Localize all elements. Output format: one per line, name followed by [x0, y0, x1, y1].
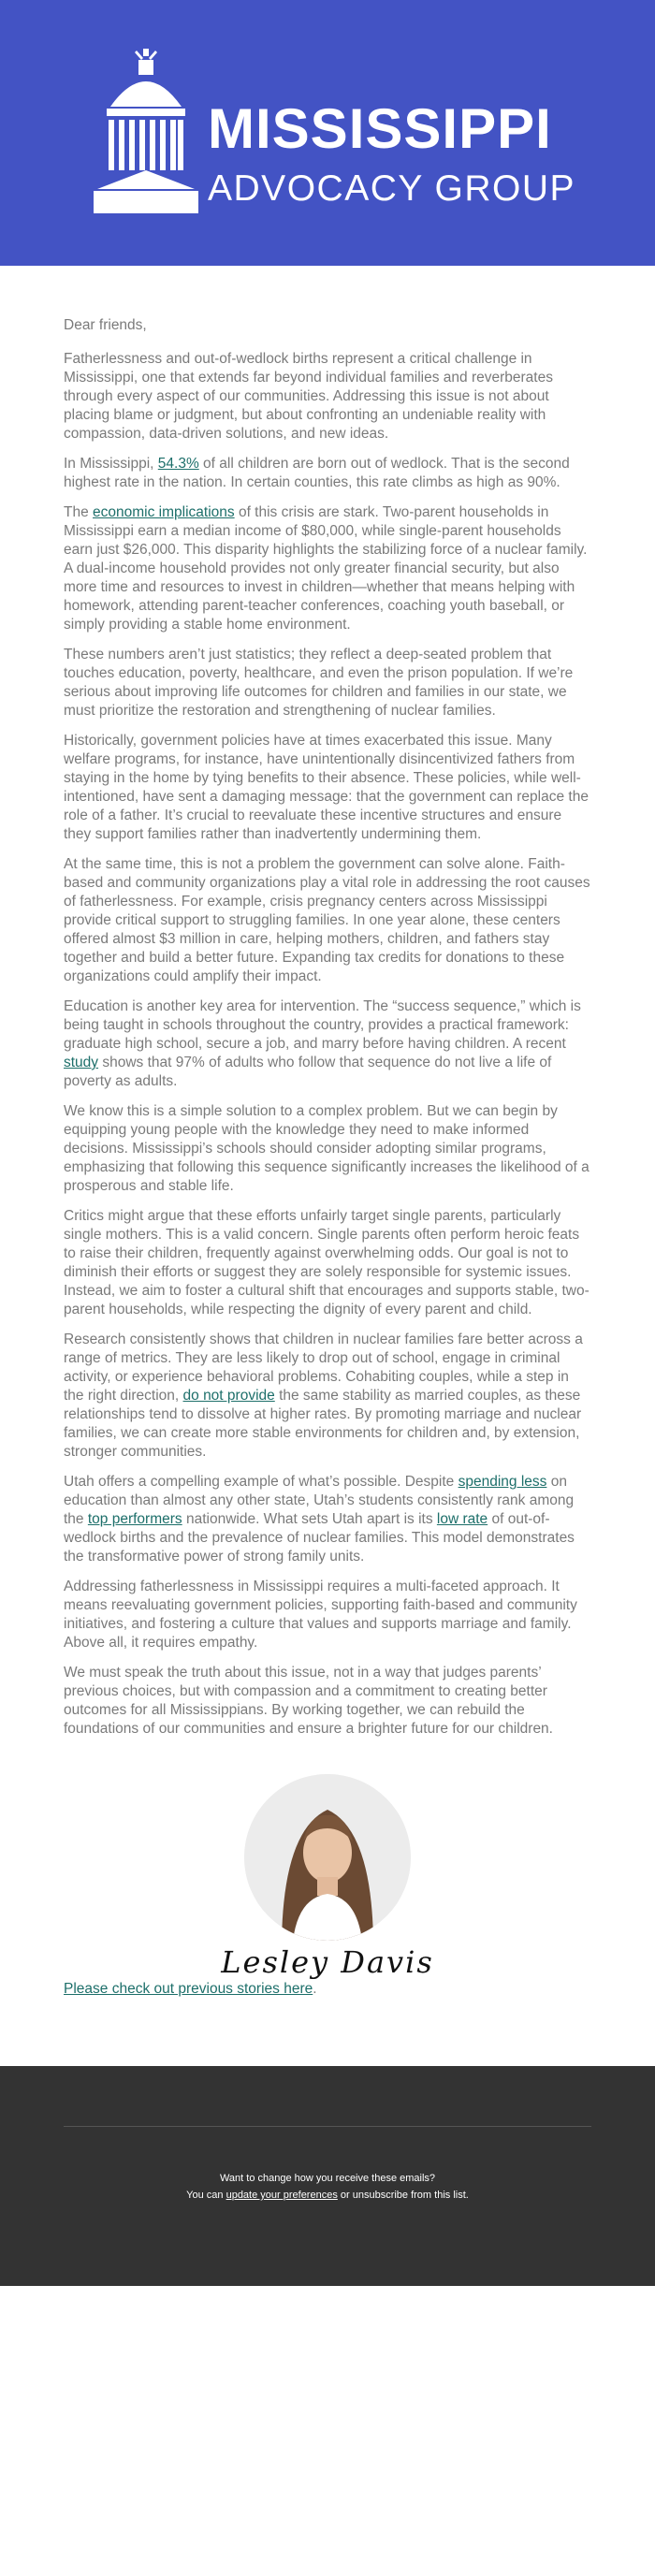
signature: Lesley Davis: [221, 1944, 434, 1980]
paragraph-10: [64, 1331, 591, 1462]
text: .: [313, 1981, 317, 1997]
paragraph-6: At the same time, this is not a problem the government can solve alone. Faith-based and community organizations play a vital role in addressing the root causes of fatherlessness. For example, crisis pregnancy centers across Mississippi provide critical support to struggling families. In one year alone, these centers offered almost $3 million in care, helping mothers, children, and fathers stay together and build a better future. Expanding tax credits for donations to these organizations could amplify their impact.: [64, 856, 590, 984]
paragraph-12: Addressing fatherlessness in Mississippi requires a multi-faceted approach. It means reevaluating government policies, supporting faith-based and community initiatives, and fostering a culture that values and supports marriage and family. Above all, it requires empathy.: [64, 1579, 577, 1651]
signature-block: [64, 1774, 591, 1980]
link-low-rate[interactable]: low rate: [436, 1511, 488, 1527]
logo-title: MISSISSIPPI: [208, 97, 552, 160]
paragraph-8: We know this is a simple solution to a complex problem. But we can begin by equipping young people with the knowledge they need to make informed decisions. Mississippi’s schools should consider adopting similar programs, emphasizing that following this sequence significantly increases the likelihood of a prosperous and stable life.: [64, 1103, 590, 1194]
link-spending-less[interactable]: spending less: [458, 1474, 547, 1490]
paragraph-4: These numbers aren’t just statistics; they reflect a deep-seated problem that touches education, poverty, healthcare, and even the prison population. If we’re serious about improving life outcomes for children and families in our state, we must prioritize the restoration and strengthening of nuclear families.: [64, 647, 574, 719]
paragraph-2: [64, 455, 591, 492]
update-preferences-link[interactable]: update your preferences: [226, 2190, 338, 2201]
paragraph-5: Historically, government policies have at times exacerbated this issue. Many welfare programs, for instance, have unintentionally disincentivized fathers from staying in the home by tying benefits to their absence. These policies, while well-intentioned, have sent a damaging message: that the government can replace the role of a father. It’s crucial to reevaluate these incentive structures and ensure they support families rather than inadvertently undermining them.: [64, 733, 589, 842]
text: of all children are born out of wedlock. That is the second highest rate in the nation. In certain counties, this rate climbs as high as 90%.: [64, 456, 570, 490]
link-economic-implications[interactable]: economic implications: [93, 504, 235, 520]
logo-subtitle: ADVOCACY GROUP: [208, 168, 576, 209]
text: nationwide. What sets Utah apart is its: [182, 1511, 437, 1527]
author-portrait: [244, 1774, 411, 1941]
text: Education is another key area for intervention. The “success sequence,” which is being taught in schools throughout the country, provides a practical framework: graduate high school, secure a job, and marry before having children. A recent: [64, 998, 581, 1052]
footer-divider: [64, 2126, 591, 2127]
paragraph-1: Fatherlessness and out-of-wedlock births represent a critical challenge in Mississippi, one that extends far beyond individual families and reverberates through every aspect of our communities. Addressing this issue is not about placing blame or judgment, but about confronting an undeniable reality with compassion, data-driven solutions, and new ideas.: [64, 351, 553, 442]
text: on education than almost any other state, Utah’s students consistently rank among the: [64, 1474, 575, 1527]
paragraph-9: Critics might argue that these efforts unfairly target single parents, particularly single mothers. This is a valid concern. Single parents often perform heroic feats to raise their children, frequently against overwhelming odds. Our goal is not to diminish their efforts or suggest they are solely responsible for systemic issues. Instead, we aim to foster a cultural shift that encourages and supports stable, two-parent households, while respecting the dignity of every parent and child.: [64, 1208, 590, 1317]
link-54-percent[interactable]: 54.3%: [157, 456, 199, 472]
link-do-not-provide[interactable]: do not provide: [182, 1388, 275, 1404]
paragraph-3: [64, 503, 591, 634]
footer-line-1: Want to change how you receive these emails?: [219, 2173, 436, 2184]
text: of this crisis are stark. Two-parent households in Mississippi earn a median income of $80,000, while single-parent households earn just $26,000. This disparity highlights the stabilizing force of a nuclear family. A dual-income household provides not only greater financial security, but also more time and resources to invest in children—whether that means helping with homework, attending parent-teacher conferences, coaching youth baseball, or simply providing a stable home environment.: [64, 504, 588, 633]
greeting: Dear friends,: [64, 317, 147, 333]
letter-body: [0, 266, 655, 1999]
text: Utah offers a compelling example of what’s possible. Despite: [64, 1474, 458, 1490]
text: You can: [186, 2190, 226, 2201]
paragraph-11: [64, 1473, 591, 1566]
text: Research consistently shows that children in nuclear families fare better across a range of metrics. They are less likely to drop out of school, engage in criminal activity, or experience behavioral problems. Cohabiting couples, while a step in the right direction,: [64, 1332, 583, 1404]
previous-stories: [64, 1980, 591, 1999]
text: In Mississippi,: [64, 456, 158, 472]
link-top-performers[interactable]: top performers: [87, 1511, 182, 1527]
footer-text: [64, 2170, 591, 2204]
capitol-dome-icon: [94, 47, 198, 215]
text: the same stability as married couples, as these relationships tend to dissolve at higher rates. By promoting marriage and nuclear families, we can create more stable environments for children and, by extension, stronger communities.: [64, 1388, 582, 1460]
footer-line-2: [64, 2187, 591, 2204]
header-banner: [0, 0, 655, 266]
text: of out-of-wedlock births and the prevalence of nuclear families. This model demonstrates the transformative power of strong family units.: [64, 1511, 575, 1565]
text: or unsubscribe from this list.: [337, 2190, 469, 2201]
footer: [0, 2066, 655, 2286]
paragraph-13: We must speak the truth about this issue, not in a way that judges parents’ previous choices, but with compassion and a commitment to creating better outcomes for all Mississippians. By working together, we can rebuild the foundations of our communities and ensure a brighter future for our children.: [64, 1665, 553, 1737]
portrait-image: [244, 1774, 411, 1941]
link-study[interactable]: study: [64, 1055, 99, 1070]
text: shows that 97% of adults who follow that sequence do not live a life of poverty as adults.: [64, 1055, 552, 1089]
paragraph-7: [64, 997, 591, 1091]
previous-stories-link[interactable]: Please check out previous stories here: [64, 1981, 313, 1997]
text: The: [64, 504, 94, 520]
